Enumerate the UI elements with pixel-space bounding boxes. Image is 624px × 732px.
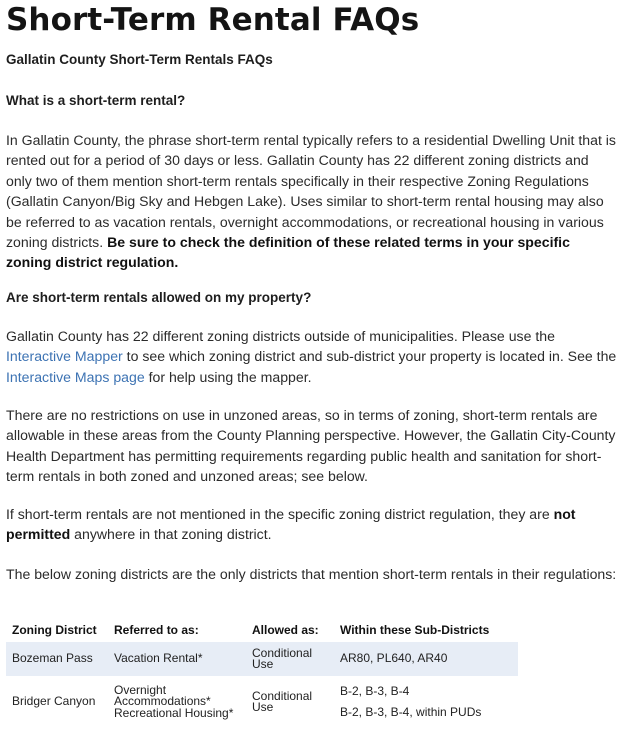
definition-text: In Gallatin County, the phrase short-term rental typically refers to a residential Dwelling Unit that is rented out for a period of 30 days or less. Gallatin County has 22 different zoning districts and only two of them mention short-term rentals specifically in their respective Zoning Regulations (Gallatin Canyon/Big Sky and Hebgen Lake). Uses similar to short-term rental housing may also be referred to as vacation rentals, overnight accommodations, or recreational housing in various zoning districts. xyxy=(6,132,616,251)
referred-item: Overnight Accommodations* xyxy=(114,682,211,709)
subdistrict-item: B-2, B-3, B-4, within PUDs xyxy=(340,704,482,719)
not-mentioned-text-b: anywhere in that zoning district. xyxy=(74,526,272,543)
header-sub-districts: Within these Sub-Districts xyxy=(340,623,490,637)
mapper-text-a: Gallatin County has 22 different zoning districts outside of municipalities. Please use the xyxy=(6,328,555,344)
page-subtitle: Gallatin County Short-Term Rentals FAQs xyxy=(6,52,273,67)
header-zoning-district: Zoning District xyxy=(12,623,97,637)
cell-referred xyxy=(108,676,246,728)
subdistrict-item: B-2, B-3, B-4 xyxy=(340,684,410,698)
cell-referred: Vacation Rental* xyxy=(108,642,246,676)
cell-subdistricts xyxy=(334,676,518,728)
table-header-row xyxy=(6,620,518,642)
cell-allowed: Conditional Use xyxy=(252,688,313,714)
interactive-mapper-link[interactable]: Interactive Mapper xyxy=(6,348,123,365)
unzoned-paragraph: There are no restrictions on use in unzoned areas, so in terms of zoning, short-term rentals are allowable in these areas from the County Planning perspective. However, the Gallatin City-County Health Department has permitting requirements regarding public health and sanitation for short-term rentals in both zoned and unzoned areas; see below. xyxy=(6,407,616,485)
not-permitted-emphasis: not permitted xyxy=(6,506,576,543)
districts-intro-paragraph: The below zoning districts are the only districts that mention short-term rentals in their regulations: xyxy=(6,566,617,582)
mapper-text-c: for help using the mapper. xyxy=(148,368,312,385)
cell-district: Bridger Canyon xyxy=(12,694,96,709)
definition-paragraph xyxy=(6,130,618,273)
mapper-paragraph xyxy=(6,326,618,387)
header-referred-to: Referred to as: xyxy=(114,623,199,637)
page-title: Short-Term Rental FAQs xyxy=(6,2,420,38)
not-mentioned-text-a: If short-term rentals are not mentioned in the specific zoning district regulation, they are xyxy=(6,506,550,522)
zoning-districts-table xyxy=(6,620,518,728)
referred-item: Recreational Housing* xyxy=(114,705,234,720)
table-row xyxy=(6,676,518,728)
faq-question-definition: What is a short-term rental? xyxy=(6,93,186,108)
cell-district: Bozeman Pass xyxy=(6,642,108,676)
cell-allowed: Conditional Use xyxy=(246,642,334,676)
mapper-text-b: to see which zoning district and sub-district your property is located in. See the xyxy=(126,348,617,365)
table-row xyxy=(6,642,518,676)
faq-question-allowed: Are short-term rentals allowed on my property? xyxy=(6,290,312,305)
not-mentioned-paragraph xyxy=(6,504,618,545)
definition-warning: Be sure to check the definition of these related terms in your specific zoning district regulation. xyxy=(6,234,570,271)
interactive-maps-page-link[interactable]: Interactive Maps page xyxy=(6,368,145,385)
cell-subdistricts: AR80, PL640, AR40 xyxy=(334,642,518,676)
header-allowed-as: Allowed as: xyxy=(252,623,319,637)
